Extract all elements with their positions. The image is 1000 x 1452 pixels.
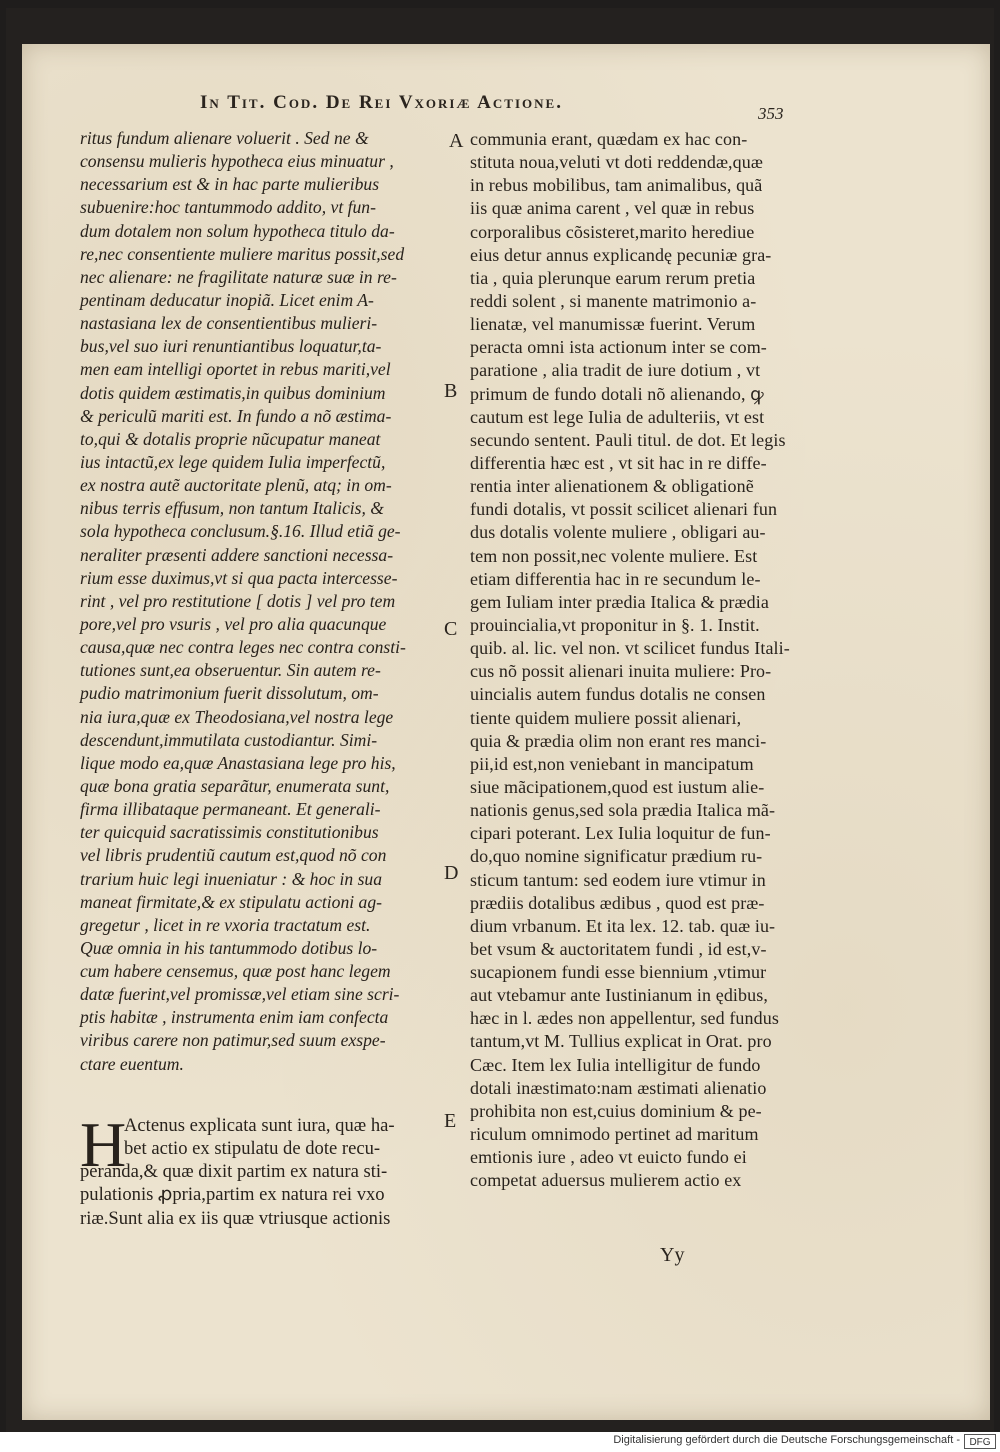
left-italic-line: ptis habitæ , instrumenta enim iam confecta — [80, 1007, 389, 1028]
right-line: lienatæ, vel manumissæ fuerint. Verum — [470, 314, 756, 335]
left-roman-line: pulationis ꝓpria,partim ex natura rei vxo — [80, 1184, 385, 1206]
left-italic-line: cum habere censemus, quæ post hanc legem — [80, 961, 391, 982]
right-line: in rebus mobilibus, tam animalibus, quã — [470, 175, 763, 196]
left-italic-line: gregetur , licet in re vxoria tractatum est. — [80, 914, 371, 935]
left-italic-line: ter quicquid sacratissimis constitutionibus — [80, 822, 379, 843]
right-line: dus dotalis volente muliere , obligari au- — [470, 522, 766, 543]
right-column — [470, 128, 830, 1192]
left-italic-line: subuenire:hoc tantummodo addito, vt fun- — [80, 197, 376, 218]
right-line: pii,id est,non veniebant in mancipatum — [470, 753, 754, 774]
left-italic-line: to,qui & dotalis proprie nũcupatur maneat — [80, 428, 381, 449]
left-italic-line: re,nec consentiente muliere maritus possit,sed — [80, 243, 405, 264]
right-line: sticum tantum: sed eodem iure vtimur in — [470, 869, 766, 890]
dfg-logo[interactable]: DFG — [964, 1434, 996, 1449]
left-italic-line: pudio matrimonium fuerit dissolutum, om- — [80, 683, 379, 704]
right-line: tia , quia plerunque earum rerum pretia — [470, 267, 756, 288]
right-line: uincialis autem fundus dotalis ne consen — [470, 684, 766, 705]
left-roman-line: Actenus explicata sunt iura, quæ ha- — [124, 1115, 395, 1136]
right-line: riculum omnimodo pertinet ad maritum — [470, 1124, 759, 1145]
left-italic-line: vel libris prudentiũ cautum est,quod nõ con — [80, 845, 387, 866]
left-italic-line: bus,vel suo iuri renuntiantibus loquatur,ta- — [80, 336, 382, 357]
left-italic-line: pentinam deducatur inopiã. Licet enim A- — [80, 289, 374, 310]
left-italic-line: pore,vel pro vsuris , vel pro alia quacunque — [80, 613, 387, 634]
right-line: communia erant, quædam ex hac con- — [470, 129, 748, 149]
right-line: tantum,vt M. Tullius explicat in Orat. pro — [470, 1031, 772, 1052]
left-italic-line: lique modo ea,quæ Anastasiana lege pro his, — [80, 752, 396, 773]
left-italic-line: maneat firmitate,& ex stipulatu actioni ag- — [80, 891, 382, 912]
left-roman-line: riæ.Sunt alia ex iis quæ vtriusque actionis — [80, 1207, 391, 1229]
right-line: dium vrbanum. Et ita lex. 12. tab. quæ iu- — [470, 915, 776, 936]
right-line: quia & prædia olim non erant res manci- — [470, 730, 767, 751]
right-line: prohibita non est,cuius dominium & pe- — [470, 1100, 762, 1121]
right-line: hæc in l. ædes non appellentur, sed fundus — [470, 1008, 779, 1029]
right-line: emtionis iure , adeo vt euicto fundo ei — [470, 1147, 747, 1168]
left-italic-line: ex nostra autẽ auctoritate plenũ, atq; in om- — [80, 475, 392, 496]
signature-mark: Yy — [660, 1244, 685, 1266]
left-italic-line: dotis quidem æstimatis,in quibus dominium — [80, 382, 386, 403]
drop-capital: H — [80, 1109, 127, 1180]
right-line: peracta omni ista actionum inter se com- — [470, 337, 767, 358]
right-line: do,quo nomine significatur prædium ru- — [470, 846, 763, 867]
left-italic-line: causa,quæ nec contra leges nec contra consti- — [80, 637, 406, 658]
left-italic-line: tutiones sunt,ea obseruentur. Sin autem re- — [80, 660, 381, 681]
right-line: competat aduersus mulierem actio ex — [470, 1170, 742, 1191]
left-italic-line: trarium huic legi inueniatur : & hoc in sua — [80, 868, 383, 889]
left-italic-line: ctare euentum. — [80, 1053, 184, 1074]
right-line: bet vsum & auctoritatem fundi , id est,v- — [470, 938, 767, 959]
right-line: prouincialia,vt proponitur in §. 1. Instit. — [470, 614, 760, 635]
right-line: reddi solent , si manente matrimonio a- — [470, 290, 757, 311]
left-italic-line: firma illibataque permaneant. Et generali- — [80, 799, 381, 820]
page-number: 353 — [758, 104, 784, 123]
left-italic-line: ritus fundum alienare voluerit . Sed ne & — [80, 128, 369, 148]
right-line: corporalibus cõsisteret,marito herediue — [470, 221, 755, 242]
right-line: rentia inter alienationem & obligationẽ — [470, 476, 754, 497]
left-italic-line: quæ bona gratia separãtur, enumerata sunt, — [80, 775, 390, 796]
left-italic-line: dum dotalem non solum hypotheca titulo da- — [80, 220, 395, 241]
right-line: fundi dotalis, vt possit scilicet alienari fun — [470, 499, 778, 520]
left-italic-line: consensu mulieris hypotheca eius minuatur , — [80, 151, 394, 172]
left-italic-line: nibus terris effusum, non tantum Italicis, & — [80, 498, 384, 519]
left-italic-line: rium esse duximus,vt si qua pacta intercesse- — [80, 567, 398, 588]
left-italic-line: rint , vel pro restitutione [ dotis ] vel pro tem — [80, 590, 396, 611]
right-line: secundo sentent. Pauli titul. de dot. Et legis — [470, 429, 786, 450]
right-line: quib. al. lic. vel non. vt scilicet fundus Itali- — [470, 638, 790, 659]
right-line: gem Iuliam inter prædia Italica & prædia — [470, 591, 769, 612]
left-roman-line: bet actio ex stipulatu de dote recu- — [124, 1138, 381, 1160]
margin-marker-d: D — [444, 862, 459, 884]
left-italic-line: sola hypotheca conclusum.§.16. Illud etiã ge- — [80, 521, 401, 542]
right-line: aut vtebamur ante Iustinianum in ędibus, — [470, 985, 768, 1006]
left-italic-line: nastasiana lex de consentientibus mulieri- — [80, 313, 378, 334]
footer-credit: Digitalisierung gefördert durch die Deutsche Forschungsgemeinschaft - — [613, 1434, 960, 1446]
right-line: siue mãcipationem,quod est iustum alie- — [470, 776, 765, 797]
right-line: paratione , alia tradit de iure dotium , vt — [470, 360, 761, 381]
right-line: tiente quidem muliere possit alienari, — [470, 707, 742, 728]
right-line: primum de fundo dotali nõ alienando, ꝙ — [470, 383, 764, 404]
right-line: differentia hæc est , vt sit hac in re diffe- — [470, 452, 767, 473]
margin-marker-e: E — [444, 1110, 457, 1132]
left-italic-line: neraliter præsenti addere sanctioni necessa- — [80, 544, 394, 565]
left-italic-line: datæ fuerint,vel promissæ,vel etiam sine scri- — [80, 984, 400, 1005]
left-italic-line: & periculũ mariti est. In fundo a nõ æstima- — [80, 405, 392, 426]
margin-marker-a: A — [449, 130, 464, 152]
right-line: cus nõ possit alienari inuita muliere: Pro- — [470, 661, 772, 682]
left-italic-line: ius intactũ,ex lege quidem Iulia imperfectũ, — [80, 451, 386, 472]
right-line: sucapionem fundi esse biennium ,vtimur — [470, 962, 767, 983]
right-line: eius detur annus explicandę pecuniæ gra- — [470, 244, 772, 265]
running-title: In Tit. Cod. De Rei Vxoriæ Actione. — [200, 92, 563, 113]
right-line: etiam differentia hac in re secundum le- — [470, 568, 761, 589]
left-column-roman — [80, 1109, 442, 1230]
left-italic-line: Quæ omnia in his tantummodo dotibus lo- — [80, 937, 378, 958]
footer-bar — [0, 1432, 1000, 1452]
left-column-italic — [80, 127, 442, 1076]
left-italic-line: men eam intelligi oportet in rebus mariti,vel — [80, 359, 391, 380]
left-italic-line: viribus carere non patimur,sed suum exspe- — [80, 1030, 386, 1051]
left-italic-line: descendunt,immutilata custodiantur. Simi- — [80, 729, 378, 750]
right-line: dotali inæstimato:nam æstimati alienatio — [470, 1077, 767, 1098]
margin-marker-b: B — [444, 380, 458, 402]
left-italic-line: nec alienare: ne fragilitate naturæ suæ in re- — [80, 266, 397, 287]
right-line: prædiis dotalibus ædibus , quod est præ- — [470, 892, 765, 913]
right-line: cautum est lege Iulia de adulteriis, vt est — [470, 406, 765, 427]
right-line: stituta noua,veluti vt doti reddendæ,quæ — [470, 152, 763, 173]
right-line: tem non possit,nec volente muliere. Est — [470, 545, 758, 566]
left-italic-line: necessarium est & in hac parte mulieribus — [80, 174, 380, 195]
margin-marker-c: C — [444, 618, 458, 640]
left-italic-line: nia iura,quæ ex Theodosiana,vel nostra lege — [80, 706, 394, 727]
right-line: iis quæ anima carent , vel quæ in rebus — [470, 198, 755, 219]
right-line: cipari poterant. Lex Iulia loquitur de fun- — [470, 823, 771, 844]
right-line: Cæc. Item lex Iulia intelligitur de fundo — [470, 1054, 761, 1075]
left-roman-line: peranda,& quæ dixit partim ex natura sti- — [80, 1161, 388, 1183]
right-line: nationis genus,sed sola prædia Italica mã- — [470, 800, 776, 821]
